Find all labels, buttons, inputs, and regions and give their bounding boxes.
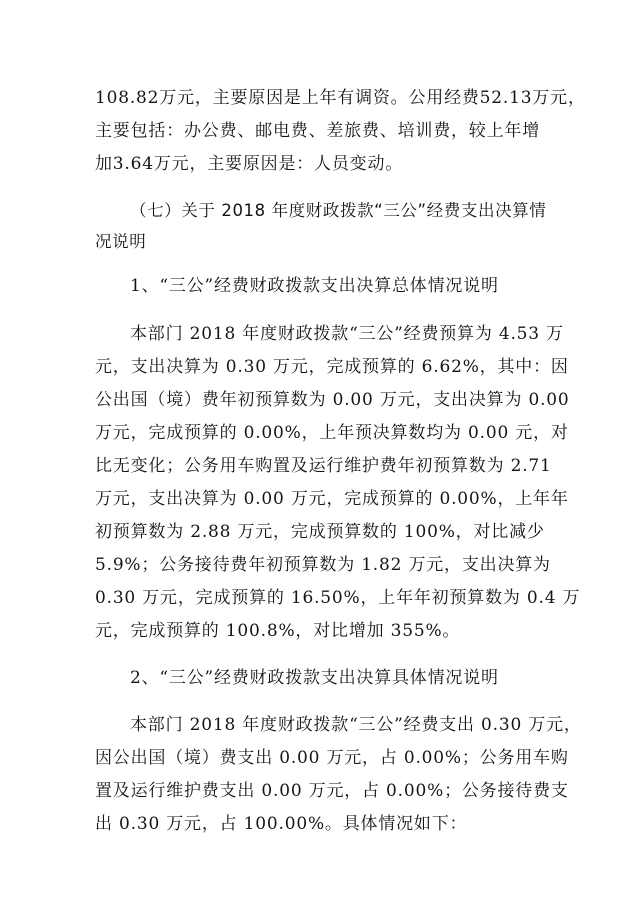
subsection-heading: 2、“三公”经费财政拨款支出决算具体情况说明 [130, 668, 499, 688]
text-line: 比无变化；公务用车购置及运行维护费年初预算数为 2.71 [95, 456, 552, 476]
text-line: 108.82万元，主要原因是上年有调资。公用经费52.13万元， [95, 88, 586, 108]
text-line: 5.9%；公务接待费年初预算数为 1.82 万元，支出决算为 [95, 555, 551, 575]
section-heading: （七）关于 2018 年度财政拨款“三公”经费支出决算情 [130, 201, 547, 220]
text-line: 本部门 2018 年度财政拨款“三公”经费支出 0.30 万元， [130, 715, 582, 735]
text-line: 元，完成预算的 100.8%，对比增加 355%。 [95, 621, 461, 641]
text-line: 置及运行维护费支出 0.00 万元，占 0.00%；公务接待费支 [95, 781, 569, 801]
text-line: 万元，支出决算为 0.00 万元，完成预算的 0.00%，上年年 [95, 489, 569, 509]
text-line: 本部门 2018 年度财政拨款“三公”经费预算为 4.53 万 [130, 324, 564, 344]
text-line: 万元，完成预算的 0.00%，上年预决算数均为 0.00 元，对 [95, 423, 569, 443]
subsection-heading: 1、“三公”经费财政拨款支出决算总体情况说明 [130, 276, 499, 296]
text-line: 因公出国（境）费支出 0.00 万元，占 0.00%；公务用车购 [95, 748, 569, 768]
text-line: 主要包括：办公费、邮电费、差旅费、培训费，较上年增 [95, 121, 540, 141]
text-line: 0.30 万元，完成预算的 16.50%，上年年初预算数为 0.4 万 [95, 588, 581, 608]
text-line: 元，支出决算为 0.30 万元，完成预算的 6.62%，其中：因 [95, 357, 569, 377]
text-line: 公出国（境）费年初预算数为 0.00 万元，支出决算为 0.00 [95, 390, 570, 410]
text-line: 出 0.30 万元，占 100.00%。具体情况如下： [95, 814, 468, 834]
text-line: 加3.64万元，主要原因是：人员变动。 [95, 154, 404, 174]
text-line: 初预算数为 2.88 万元，完成预算数的 100%，对比减少 [95, 522, 545, 542]
section-heading-continuation: 况说明 [95, 232, 147, 251]
